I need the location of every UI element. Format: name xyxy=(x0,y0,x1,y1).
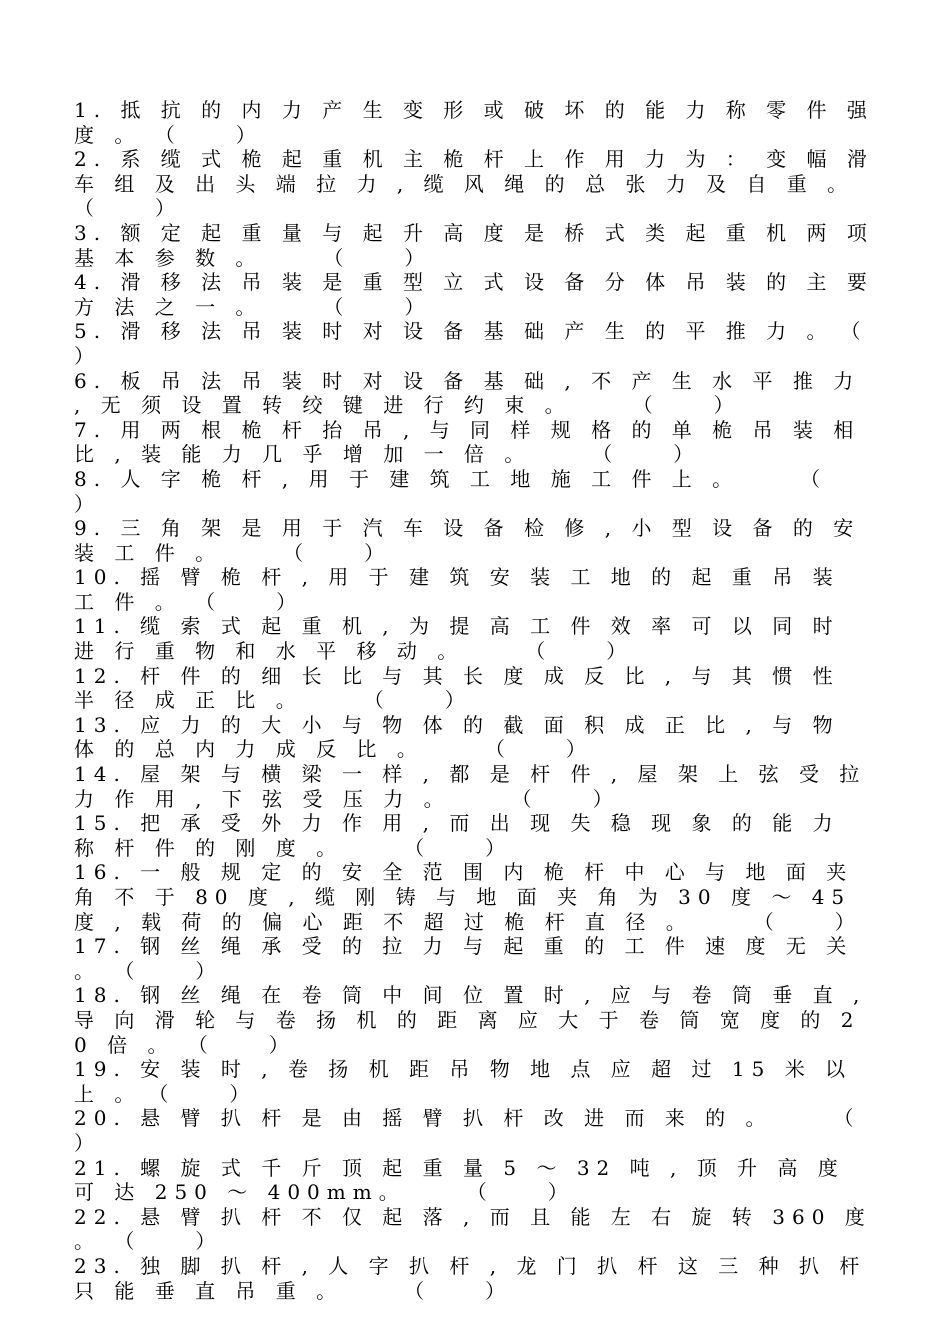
question-9: 9. 三 角 架 是 用 于 汽 车 设 备 检 修 , 小 型 设 备 的 安 装 工 件 。 （ ） xyxy=(74,516,874,565)
question-14: 14. 屋 架 与 横 梁 一 样 , 都 是 杆 件 , 屋 架 上 弦 受 拉 力 作 用 , 下 弦 受 压 力 。 （ ） xyxy=(74,762,880,811)
question-19: 19. 安 装 时 , 卷 扬 机 距 吊 物 地 点 应 超 过 15 米 以 上 。 （ ） xyxy=(74,1057,866,1106)
question-20: 20. 悬 臂 扒 杆 是 由 摇 臂 扒 杆 改 进 而 来 的 。 （ ） xyxy=(74,1106,915,1155)
question-22: 22. 悬 臂 扒 杆 不 仅 起 落 , 而 且 能 左 右 旋 转 360 度 。 （ ） xyxy=(74,1204,886,1254)
question-2: 2. 系 缆 式 桅 起 重 机 主 桅 杆 上 作 用 力 为 ： 变 幅 滑 车 组 及 出 头 端 拉 力 , 缆 风 绳 的 总 张 力 及 自 重 。 （ ） xyxy=(74,147,926,221)
question-1: 1. 抵 抗 的 内 力 产 生 变 形 或 破 坏 的 能 力 称 零 件 强 度 。 （ ） xyxy=(74,98,888,147)
question-4: 4. 滑 移 法 吊 装 是 重 型 立 式 设 备 分 体 吊 装 的 主 要 方 法 之 一 。 （ ） xyxy=(74,270,888,319)
question-6: 6. 板 吊 法 吊 装 时 对 设 备 基 础 , 不 产 生 水 平 推 力 , 无 须 设 置 转 绞 键 进 行 约 束 。 （ ） xyxy=(74,368,874,418)
question-11: 11. 缆 索 式 起 重 机 , 为 提 高 工 件 效 率 可 以 同 时 进 行 重 物 和 水 平 移 动 。 （ ） xyxy=(74,614,853,664)
question-16: 16. 一 般 规 定 的 安 全 范 围 内 桅 杆 中 心 与 地 面 夹 角 不 于 80 度 , 缆 刚 铸 与 地 面 夹 角 为 30 度 ～ 45 度 , 载 荷 的 偏 心 距 不 超 过 桅 杆 直 径 。 （ ） xyxy=(74,860,867,934)
question-21: 21. 螺 旋 式 千 斤 顶 起 重 量 5 ～ 32 吨 , 顶 升 高 度 可 达 250 ～ 400mm。 （ ） xyxy=(74,1155,859,1205)
question-3: 3. 额 定 起 重 量 与 起 升 高 度 是 桥 式 类 起 重 机 两 项 基 本 参 数 。 （ ） xyxy=(74,220,888,270)
question-15: 15. 把 承 受 外 力 作 用 , 而 出 现 失 稳 现 象 的 能 力 称 杆 件 的 刚 度 。 （ ） xyxy=(74,811,853,860)
question-5: 5. 滑 移 法 吊 装 时 对 设 备 基 础 产 生 的 平 推 力 。 （ ） xyxy=(74,319,922,368)
question-17: 17. 钢 丝 绳 承 受 的 拉 力 与 起 重 的 工 件 速 度 无 关 。 （ ） xyxy=(74,934,867,983)
question-18: 18. 钢 丝 绳 在 卷 筒 中 间 位 置 时 , 应 与 卷 筒 垂 直 , 导 向 滑 轮 与 卷 扬 机 的 距 离 应 大 于 卷 筒 宽 度 的 20 倍 。 （ ） xyxy=(74,983,880,1057)
question-7: 7. 用 两 根 桅 杆 抬 吊 , 与 同 样 规 格 的 单 桅 吊 装 相 比 , 装 能 力 几 乎 增 加 一 倍 。 （ ） xyxy=(74,417,874,467)
question-8: 8. 人 字 桅 杆 , 用 于 建 筑 工 地 施 工 件 上 。 （ ） xyxy=(74,466,882,516)
question-13: 13. 应 力 的 大 小 与 物 体 的 截 面 积 成 正 比 , 与 物 体 的 总 内 力 成 反 比 。 （ ） xyxy=(74,712,853,762)
question-12: 12. 杆 件 的 细 长 比 与 其 长 度 成 反 比 , 与 其 惯 性 半 径 成 正 比 。 （ ） xyxy=(74,663,853,713)
question-23: 23. 独 脚 扒 杆 , 人 字 扒 杆 , 龙 门 扒 杆 这 三 种 扒 杆 只 能 垂 直 吊 重 。 （ ） xyxy=(74,1253,880,1303)
question-list xyxy=(74,98,926,1303)
question-10: 10. 摇 臂 桅 杆 , 用 于 建 筑 安 装 工 地 的 起 重 吊 装 工 件 。 （ ） xyxy=(74,565,853,614)
